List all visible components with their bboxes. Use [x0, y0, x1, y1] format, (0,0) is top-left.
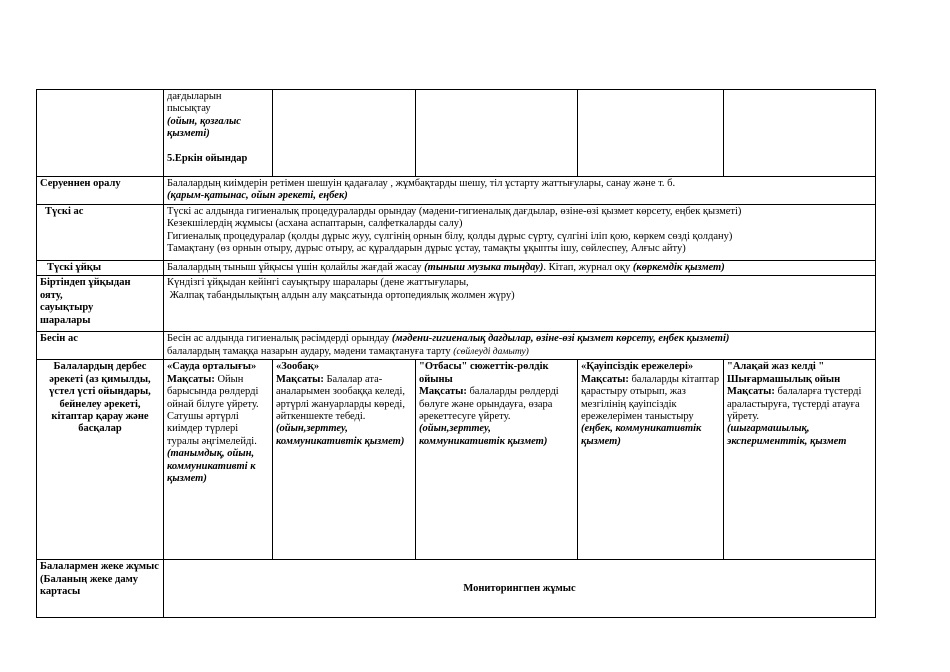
monitoring-text: Мониторингпен жұмыс — [164, 560, 876, 618]
continuation-empty-cell-1 — [273, 90, 416, 177]
sleep-text-mid: . Кітап, журнал оқу — [543, 262, 633, 273]
walk-return-text: Балалардың киімдерін ретімен шешуін қадағалау , жұмбақтарды шешу, тіл ұстарту жаттығулары, санау және т. б. — [167, 178, 676, 189]
wakeup-line-1: Күндізгі ұйқыдан кейінгі сауықтыру шаралары (дене жаттығулары, — [167, 277, 469, 289]
activity-2-title: «Зообақ» — [276, 361, 320, 373]
continuation-empty-cell-4 — [724, 90, 876, 177]
independent-activity-row — [37, 360, 876, 560]
walk-return-content — [164, 177, 876, 205]
activity-2-note: (ойын,зерттеу, коммуникативтік қызмет) — [276, 423, 405, 447]
snack-line-2-note: (сөйлеуді дамыту) — [453, 346, 529, 357]
snack-line-1-text: Бесін ас алдында гигиеналық рәсімдерді орындау — [167, 333, 392, 345]
daily-plan-table — [36, 89, 876, 618]
sleep-row — [37, 261, 876, 276]
wakeup-row — [37, 276, 876, 332]
continuation-line-1: дағдыларын — [167, 91, 222, 102]
wakeup-label-cell — [37, 276, 164, 332]
sleep-art-note: (көркемдік қызмет) — [632, 262, 725, 273]
activity-cell-4 — [578, 360, 724, 560]
lunch-content — [164, 205, 876, 261]
activity-1-note: (танымдық, ойын, коммуникативті к қызмет) — [167, 448, 256, 485]
continuation-cell — [164, 90, 273, 177]
activity-3-goal-label: Мақсаты: — [419, 386, 467, 398]
lunch-row — [37, 205, 876, 261]
wakeup-label-3: сауықтыру — [40, 302, 94, 314]
walk-return-row — [37, 177, 876, 205]
lunch-line-3: Гигиеналық процедуралар (қолды дұрыс жуу, сүлгінің орнын білу, қолды дұрыс сүрту, сүлгіні іліп қою, көркем сөзді қолдану) — [167, 230, 733, 242]
wakeup-content — [164, 276, 876, 332]
activity-cell-5 — [724, 360, 876, 560]
activity-1-title: «Сауда орталығы» — [167, 361, 257, 373]
activity-5-note: (шығармашылық, эксперименттік, қызмет — [727, 423, 847, 447]
activity-1-goal: Ойын барысында рөлдерді ойнай білуге үйрету. Сатушы әртүрлі киімдер түрлері туралы әңгімелейді. — [167, 373, 259, 447]
snack-line-2-text: балалардың тамаққа назарын аудару, мәдени тамақтануға тарту — [167, 345, 454, 357]
walk-return-note: (қарым-қатынас, ойын әрекеті, еңбек) — [167, 190, 348, 202]
sleep-label: Түскі ұйқы — [37, 261, 164, 276]
activity-5-title: "Алақай жаз келді " Шығармашылық ойын — [727, 361, 841, 385]
individual-label: Балалармен жеке жұмыс (Баланың жеке даму картасы — [37, 560, 164, 618]
activity-4-note: (еңбек, коммуникативтік қызмет) — [581, 423, 702, 447]
wakeup-label-1: Біртіндеп ұйқыдан — [40, 277, 131, 289]
activity-4-goal: балаларды кітаптар қарастыру отырып, жаз мезгілінің қауіпсіздік ережелерімен таныстыру — [581, 373, 720, 423]
sleep-content — [164, 261, 876, 276]
activity-cell-2 — [273, 360, 416, 560]
snack-line-1-note: (мәдени-гигиеналық дағдылар, өзіне-өзі қызмет көрсету, еңбек қызметі) — [391, 333, 730, 345]
snack-content — [164, 332, 876, 360]
activity-1-goal-label: Мақсаты: — [167, 373, 215, 385]
activity-4-title: «Қауіпсіздік ережелері» — [581, 361, 694, 373]
continuation-label-cell — [37, 90, 164, 177]
lunch-label: Түскі ас — [37, 205, 164, 261]
individual-work-row — [37, 560, 876, 618]
activity-2-goal-label: Мақсаты: — [276, 373, 324, 385]
continuation-note: (ойын, қозғалыс қызметі) — [167, 115, 241, 140]
activity-5-goal: балаларға түстерді араластыруға, түстерді атауға үйрету. — [727, 386, 862, 423]
continuation-row — [37, 90, 876, 177]
wakeup-label-4: шаралары — [40, 314, 91, 326]
activity-cell-3 — [416, 360, 578, 560]
walk-return-label: Серуеннен оралу — [37, 177, 164, 205]
activity-cell-1 — [164, 360, 273, 560]
continuation-line-2: пысықтау — [167, 103, 211, 115]
lunch-line-2: Кезекшілердің жұмысы (асхана аспаптарын, салфеткаларды салу) — [167, 218, 463, 230]
activity-2-goal: Балалар ата-аналарымен зообаққа келеді, әртүрлі жануарларды көреді, әйткеншекте тебеді. — [276, 373, 406, 423]
independent-label: Балалардың дербес әрекеті (аз қимылды, үстел үсті ойындары, бейнелеу әрекеті, кітаптар қарау және басқалар — [37, 360, 164, 560]
lunch-line-1: Түскі ас алдында гигиеналық процедураларды орындау (мәдени-гигиеналық дағдылар, өзіне-өзі қызмет көрсету, еңбек қызметі) — [167, 206, 742, 217]
activity-4-goal-label: Мақсаты: — [581, 373, 629, 385]
free-games-heading: 5.Еркін ойындар — [167, 152, 248, 164]
wakeup-line-2: Жалпақ табандылықтың алдын алу мақсатында ортопедиялық жолмен жүру) — [167, 289, 515, 301]
activity-3-title: "Отбасы" сюжеттік-рөлдік ойыны — [419, 361, 549, 385]
sleep-music-note: (тыныш музыка тыңдау) — [424, 262, 544, 273]
continuation-empty-cell-3 — [578, 90, 724, 177]
activity-3-note: (ойын,зерттеу, коммуникативтік қызмет) — [419, 423, 548, 447]
continuation-empty-cell-2 — [416, 90, 578, 177]
snack-row — [37, 332, 876, 360]
activity-3-goal: балаларды рөлдерді бөлуге және орындауға, өзара әрекеттесуге үйрету. — [419, 386, 559, 423]
snack-label: Бесін ас — [37, 332, 164, 360]
wakeup-label-2: ояту, — [40, 289, 63, 301]
sleep-text-start: Балалардың тыныш ұйқысы үшін қолайлы жағдай жасау — [167, 262, 425, 273]
activity-5-goal-label: Мақсаты: — [727, 386, 775, 398]
lunch-line-4: Тамақтану (өз орнын отыру, дұрыс отыру, ас құралдарын дұрыс ұстау, тамақты ұқыпты ішу, сөйлеспеу, Алғыс айту) — [167, 243, 686, 255]
